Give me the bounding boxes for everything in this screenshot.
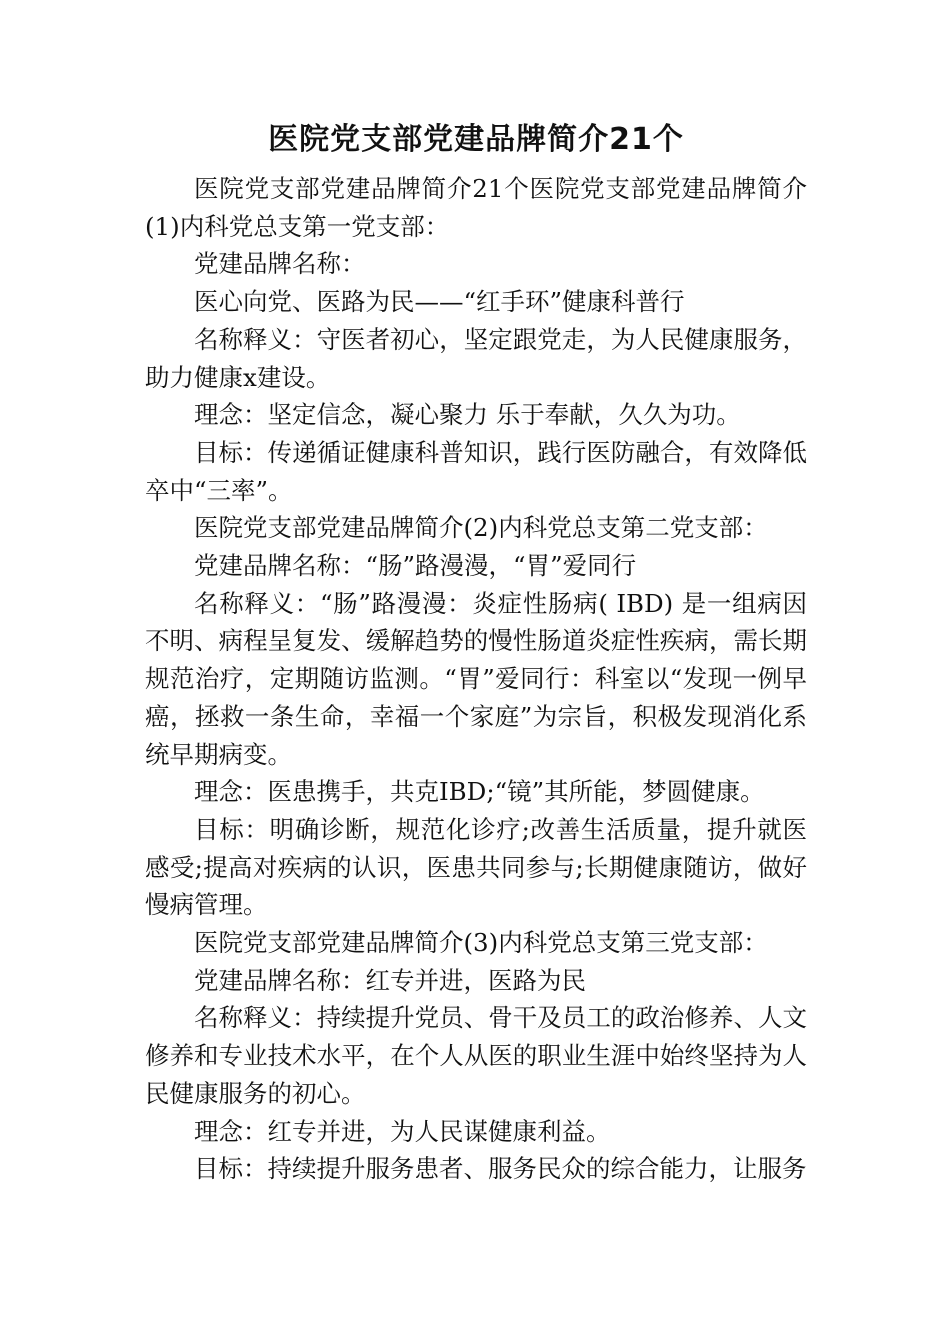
paragraph: 理念：坚定信念，凝心聚力 乐于奉献，久久为功。 [194,400,741,430]
paragraph: 党建品牌名称： [194,249,366,279]
paragraph: 党建品牌名称：“肠”路漫漫，“胃”爱同行 [194,551,637,581]
paragraph: 目标：持续提升服务患者、服务民众的综合能力，让服务 [194,1154,807,1184]
paragraph: 医心向党、医路为民——“红手环”健康科普行 [194,287,685,317]
document-body [145,170,807,1188]
paragraph: 医院党支部党建品牌简介(3)内科党总支第三党支部： [194,928,768,958]
paragraph: 医院党支部党建品牌简介(2)内科党总支第二党支部： [194,513,768,543]
paragraph: 目标：明确诊断，规范化诊疗;改善生活质量，提升就医感受;提高对疾病的认识，医患共同参与;长期健康随访，做好慢病管理。 [145,814,807,920]
paragraph: 名称释义：守医者初心，坚定跟党走，为人民健康服务，助力健康x建设。 [145,324,807,392]
paragraph: 医院党支部党建品牌简介21个医院党支部党建品牌简介(1)内科党总支第一党支部： [145,174,807,241]
paragraph: 名称释义：持续提升党员、骨干及员工的政治修养、人文修养和专业技术水平，在个人从医的职业生涯中始终坚持为人民健康服务的初心。 [145,1003,807,1108]
paragraph: 理念：红专并进，为人民谋健康利益。 [194,1116,611,1146]
document-title: 医院党支部党建品牌简介21个 [268,122,684,157]
paragraph: 党建品牌名称：红专并进，医路为民 [194,965,586,995]
paragraph: 理念：医患携手，共克IBD;“镜”其所能，梦圆健康。 [194,777,765,807]
paragraph: 名称释义：“肠”路漫漫：炎症性肠病( IBD) 是一组病因不明、病程呈复发、缓解趋势的慢性肠道炎症性疾病，需长期规范治疗，定期随访监测。“胃”爱同行：科室以“发现一例早癌，拯救一条生命，幸福一个家庭”为宗旨，积极发现消化系统早期病变。 [145,588,807,769]
paragraph: 目标：传递循证健康科普知识，践行医防融合，有效降低卒中“三率”。 [145,437,807,505]
document-page [145,118,807,1188]
